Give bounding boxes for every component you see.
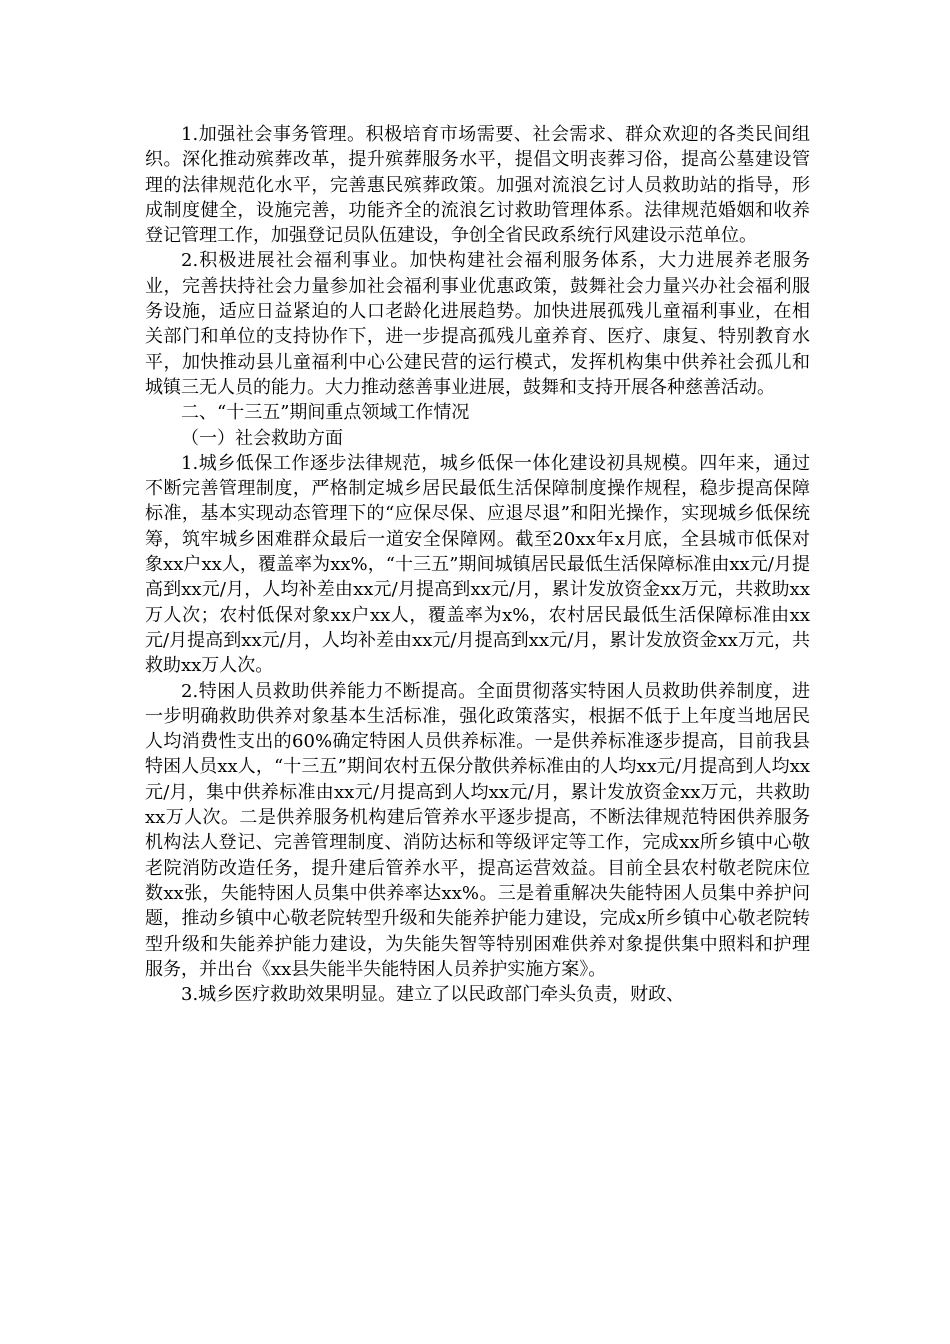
subsection-heading: （一）社会救助方面	[181, 427, 343, 449]
document-page	[145, 122, 810, 1007]
paragraph-minimum-living: 1.城乡低保工作逐步法律规范，城乡低保一体化建设初具规模。四年来，通过不断完善管理制度，严格制定城乡居民最低生活保障制度操作规程，稳步提高保障标准，基本实现动态管理下的“应保尽保、应退尽退”和阳光操作，实现城乡低保统筹，筑牢城乡困难群众最后一道安全保障网。截至20xx年x月底，全县城市低保对象xx户xx人，覆盖率为xx%，“十三五”期间城镇居民最低生活保障标准由xx元/月提高到xx元/月，人均补差由xx元/月提高到xx元/月，累计发放资金xx万元，共救助xx万人次；农村低保对象xx户xx人，覆盖率为x%，农村居民最低生活保障标准由xx元/月提高到xx元/月，人均补差由xx元/月提高到xx元/月，累计发放资金xx万元，共救助xx万人次。	[145, 452, 810, 677]
paragraph-medical-assistance: 3.城乡医疗救助效果明显。建立了以民政部门牵头负责，财政、	[181, 984, 685, 1006]
paragraph-special-hardship: 2.特困人员救助供养能力不断提高。全面贯彻落实特困人员救助供养制度，进一步明确救助供养对象基本生活标准，强化政策落实，根据不低于上年度当地居民人均消费性支出的60%确定特困人员供养标准。一是供养标准逐步提高，目前我县特困人员xx人，“十三五”期间农村五保分散供养标准由的人均xx元/月提高到人均xx元/月，集中供养标准由xx元/月提高到人均xx元/月，累计发放资金xx万元，共救助xx万人次。二是供养服务机构建后管养水平逐步提高，不断法律规范特困供养服务机构法人登记、完善管理制度、消防达标和等级评定等工作，完成xx所乡镇中心敬老院消防改造任务，提升建后管养水平，提高运营效益。目前全县农村敬老院床位数xx张，失能特困人员集中供养率达xx%。三是着重解决失能特困人员集中养护问题，推动乡镇中心敬老院转型升级和失能养护能力建设，完成x所乡镇中心敬老院转型升级和失能养护能力建设，为失能失智等特别困难供养对象提供集中照料和护理服务，并出台《xx县失能半失能特困人员养护实施方案》。	[145, 680, 810, 980]
section-heading: 二、“十三五”期间重点领域工作情况	[181, 402, 470, 424]
paragraph-social-affairs: 1.加强社会事务管理。积极培育市场需要、社会需求、群众欢迎的各类民间组织。深化推动殡葬改革，提升殡葬服务水平，提倡文明丧葬习俗，提高公墓建设管理的法律规范化水平，完善惠民殡葬政策。加强对流浪乞讨人员救助站的指导，形成制度健全，设施完善，功能齐全的流浪乞讨救助管理体系。法律规范婚姻和收养登记管理工作，加强登记员队伍建设，争创全省民政系统行风建设示范单位。	[145, 124, 810, 247]
paragraph-social-welfare: 2.积极进展社会福利事业。加快构建社会福利服务体系，大力进展养老服务业，完善扶持社会力量参加社会福利事业优惠政策，鼓舞社会力量兴办社会福利服务设施，适应日益紧迫的人口老龄化进展趋势。加快进展孤残儿童福利事业，在相关部门和单位的支持协作下，进一步提高孤残儿童养育、医疗、康复、特别教育水平，加快推动县儿童福利中心公建民营的运行模式，发挥机构集中供养社会孤儿和城镇三无人员的能力。大力推动慈善事业进展，鼓舞和支持开展各种慈善活动。	[145, 250, 810, 398]
